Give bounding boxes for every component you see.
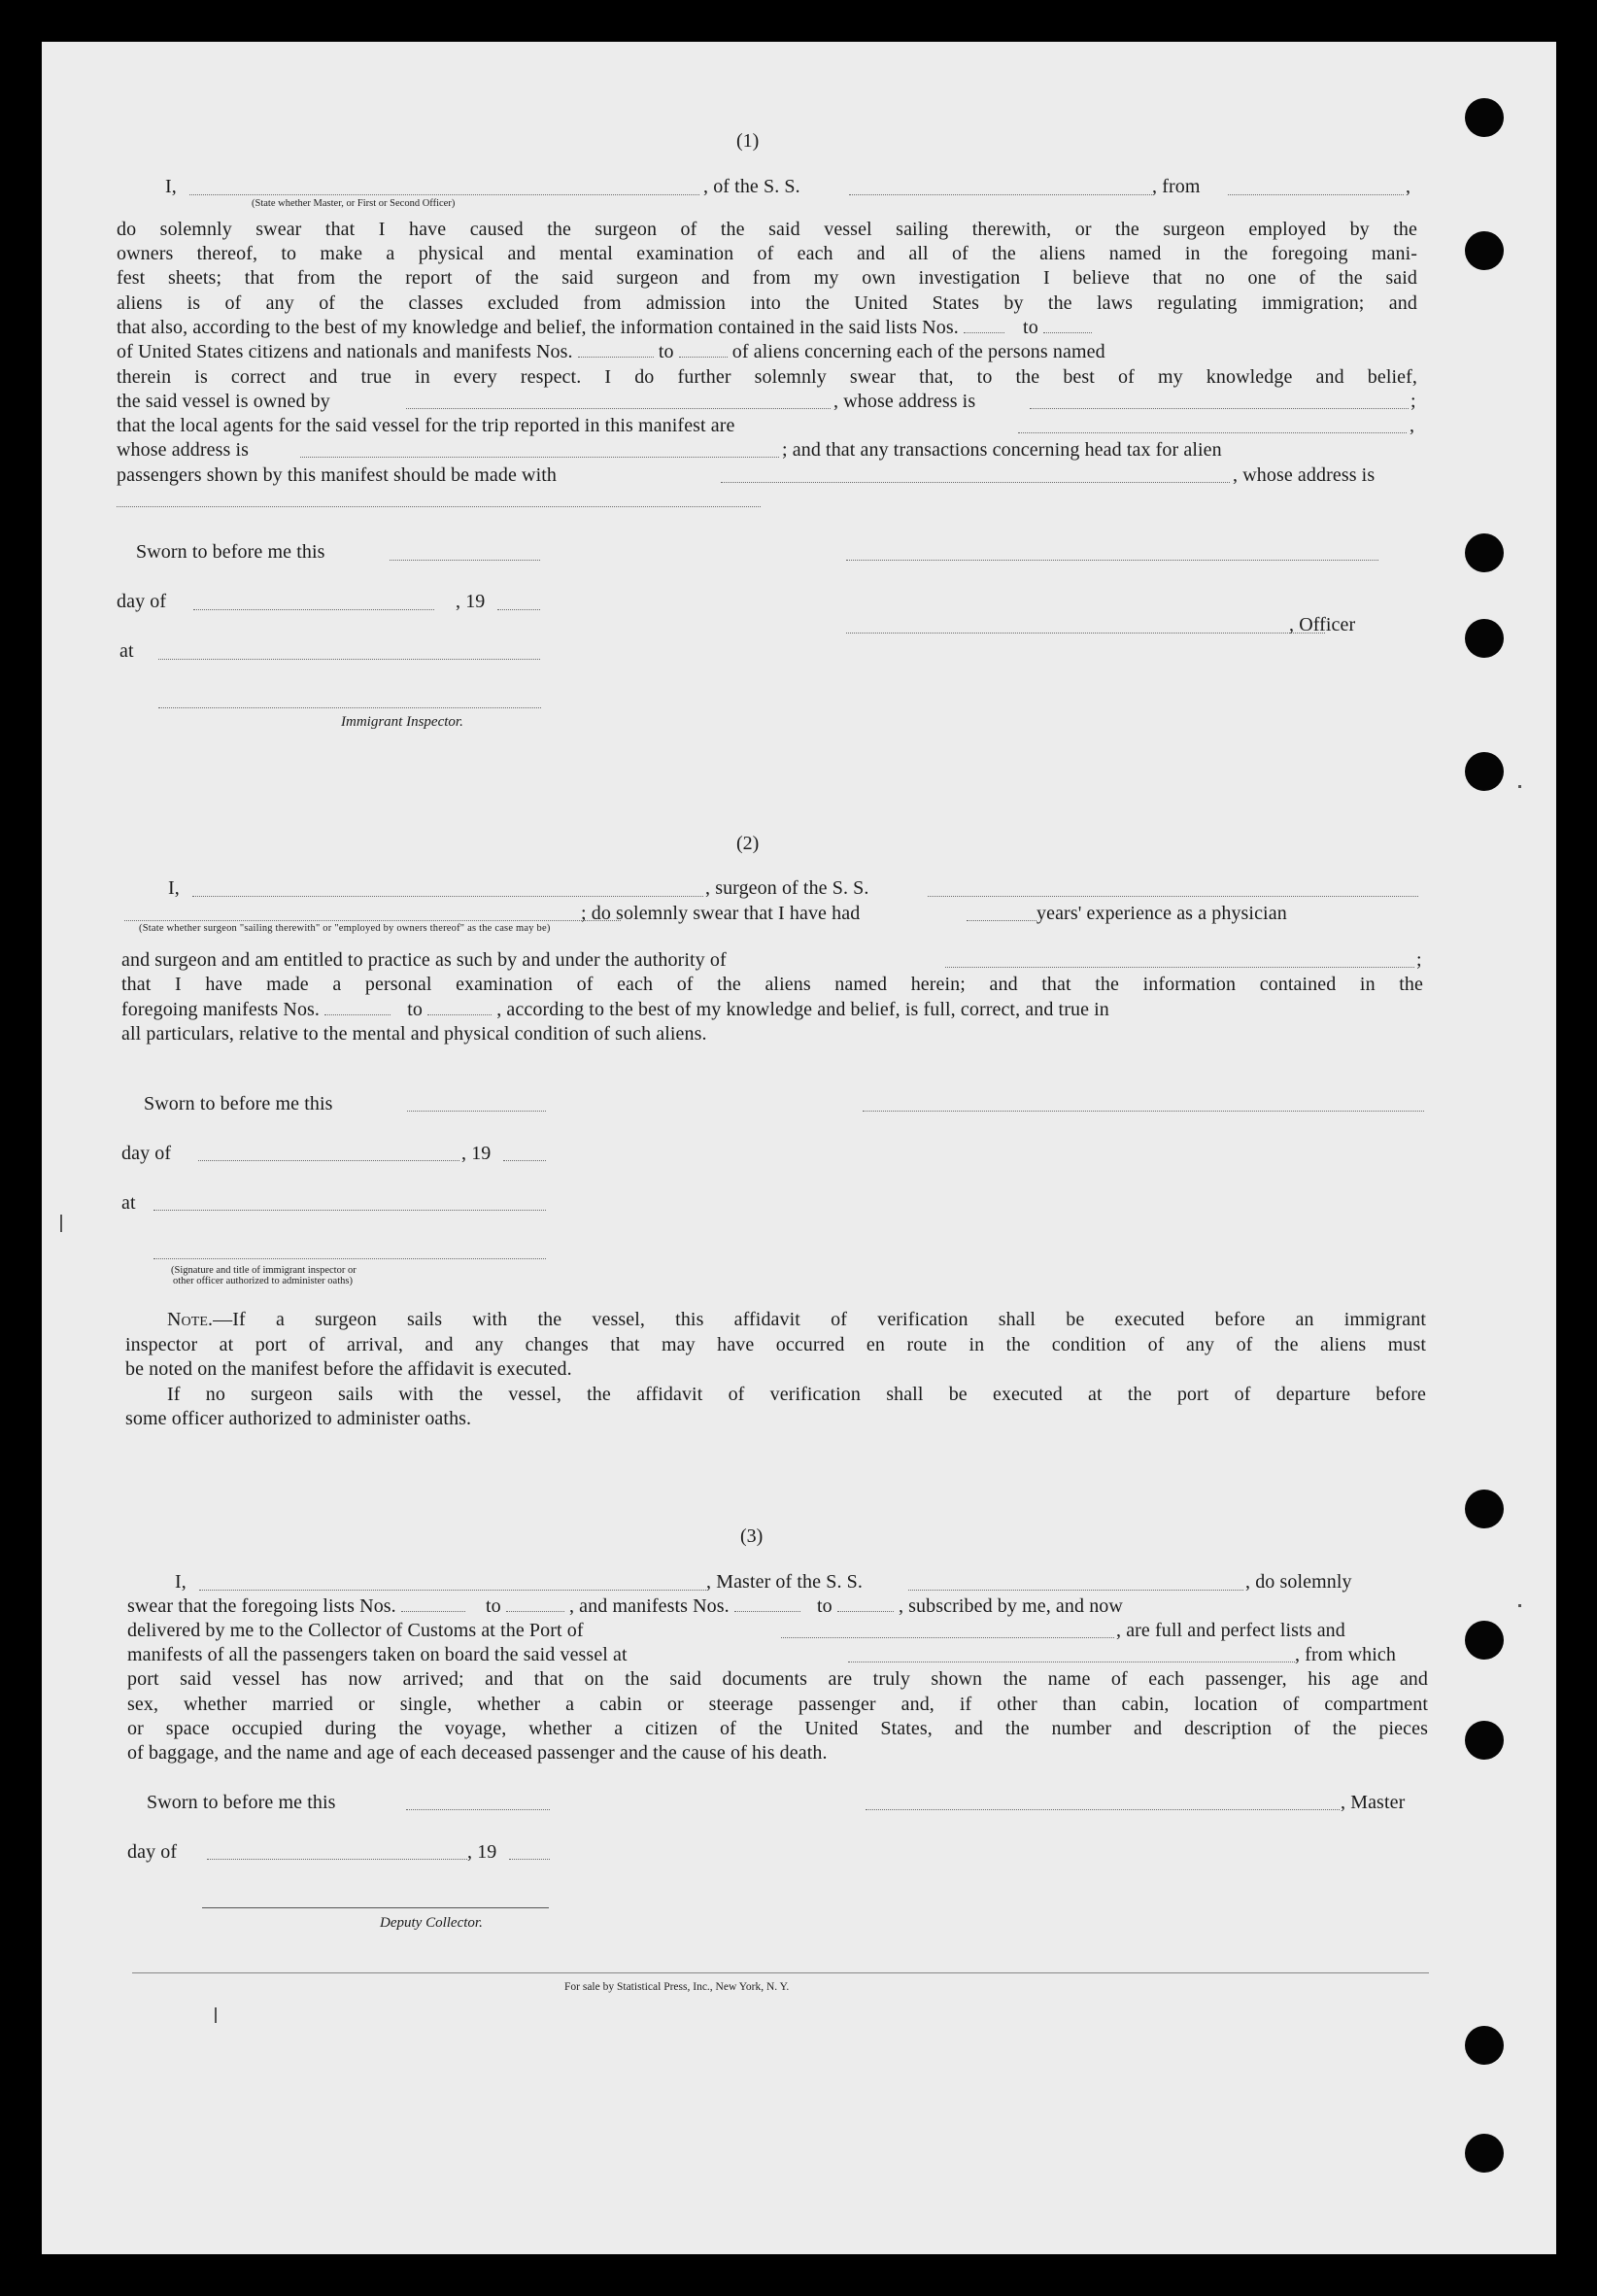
s2-at-field[interactable] [153,1210,546,1211]
s2-surgeon-of-ss: , surgeon of the S. S. [705,877,869,899]
s1-owner-semicolon: ; [1410,391,1416,412]
s1-month-field[interactable] [193,609,434,610]
s1-owner-field[interactable] [406,408,831,409]
s2-surgeon-caption: (State whether surgeon "sailing therewith" or "employed by owners thereof" as the case may be) [139,923,551,934]
s1-lists-from-field[interactable] [964,331,1004,333]
s3-vessel-field[interactable] [908,1590,1243,1591]
s2-surgeon-type-field[interactable] [124,920,621,921]
s1-line-i [165,175,177,199]
s1-para-line-1: do solemnly swear that I have caused the surgeon of the said vessel sailing therewith, or the surgeon employed by the [117,219,1417,240]
footer-rule [132,1972,1429,1973]
s1-para-line-5 [117,316,1417,340]
s1-rank-caption: (State whether Master, or First or Second Officer) [252,198,456,209]
s3-line-4: manifests of all the passengers taken on board the said vessel at [127,1644,628,1665]
s1-lists-to-field[interactable] [1043,331,1092,333]
s1-i: I, [165,176,177,197]
s2-authority-semicolon: ; [1416,949,1422,971]
s3-port-field[interactable] [781,1637,1114,1638]
s1-from: , from [1152,176,1201,197]
s1-year: , 19 [456,591,486,612]
s3-line-6: sex, whether married or single, whether a cabin or steerage passenger and, if other than cabin, location of compartment [127,1694,1428,1715]
s1-whose-address: , whose address is [1233,464,1376,486]
s3-master-of-ss: , Master of the S. S. [706,1571,863,1593]
s1-owned-by: the said vessel is owned by [117,391,330,412]
s3-i: I, [175,1571,187,1593]
s3-lists-text: swear that the foregoing lists Nos. [127,1595,396,1617]
s3-manifests-from-field[interactable] [734,1610,800,1612]
s2-manifests-text: foregoing manifests Nos. [121,999,321,1020]
s2-para-line-3 [121,998,1423,1022]
s3-line-7: or space occupied during the voyage, whether a citizen of the United States, and the number and description of the pieces [127,1718,1428,1739]
s1-agents-address-field[interactable] [300,457,779,458]
s3-master: , Master [1341,1792,1406,1813]
s2-manifests-to: to [407,999,424,1020]
s2-day-of: day of [121,1143,172,1164]
s1-para-line-8 [117,390,330,414]
section-1-number: (1) [736,130,760,152]
s1-rank-field[interactable] [189,194,699,195]
s1-aliens-text: of aliens concerning each of the persons named [731,341,1105,362]
s1-para-line-11: passengers shown by this manifest should be made with [117,464,558,486]
s3-deputy-collector: Deputy Collector. [380,1915,483,1931]
s2-manifests-from-field[interactable] [324,1013,391,1015]
s2-sworn: Sworn to before me this [144,1093,333,1114]
s2-para-line-2: that I have made a personal examination of each of the aliens named herein; and that the information contained in the [121,974,1423,995]
s3-line-2 [127,1594,1428,1619]
s2-note-label: Note. [167,1309,214,1330]
s3-year-field[interactable] [509,1859,550,1860]
s2-month-field[interactable] [198,1160,459,1161]
s1-para-line-9: that the local agents for the said vessel for the trip reported in this manifest are [117,415,735,436]
s1-at-field[interactable] [158,659,540,660]
s1-para-line-3: fest sheets; that from the report of the said surgeon and from my own investigation I believe that no one of the said [117,267,1417,289]
s3-manifests-to-field[interactable] [837,1610,894,1612]
s1-sworn: Sworn to before me this [136,541,325,563]
s1-manifests-to: to [658,341,674,362]
s1-para-line-7: therein is correct and true in every respect. I do further solemnly swear that, to the best of my knowledge and belief, [117,366,1417,388]
s3-master-signature-field[interactable] [866,1809,1340,1810]
s1-para-line-6 [117,340,1417,364]
s1-at: at [119,640,134,662]
s3-master-name-field[interactable] [199,1590,706,1591]
s1-lists-text: that also, according to the best of my knowledge and belief, the information contained in the said lists Nos. [117,317,959,338]
punch-hole-9 [1465,2026,1504,2065]
s3-lists-from-field[interactable] [401,1610,465,1612]
s2-para-line-4: all particulars, relative to the mental and physical condition of such aliens. [121,1023,707,1045]
s1-manifests-to-field[interactable] [679,356,728,358]
s2-years-field[interactable] [967,920,1036,921]
s1-vessel-field[interactable] [849,194,1152,195]
s1-of-ss: , of the S. S. [703,176,800,197]
punch-hole-4 [1465,619,1504,658]
form-page [42,42,1556,2254]
s1-sworn-day-field[interactable] [390,560,540,561]
s1-head-tax-text: ; and that any transactions concerning head tax for alien [782,439,1222,461]
s2-note-line-4: If no surgeon sails with the vessel, the affidavit of verification shall be executed at the port of departure before [167,1384,1426,1405]
s1-para-line-10: whose address is [117,439,250,461]
s3-collector-signature-line[interactable] [202,1907,549,1908]
s2-note-line-5: some officer authorized to administer oaths. [125,1408,472,1429]
s3-from-which: , from which [1295,1644,1396,1665]
s1-owner-address-field[interactable] [1030,408,1409,409]
s3-day-of: day of [127,1841,178,1863]
s2-para-line-1: and surgeon and am entitled to practice as such by and under the authority of [121,949,727,971]
section-2-number: (2) [736,833,760,854]
s2-sig-caption-1: (Signature and title of immigrant inspector or [171,1265,357,1276]
s3-do-solemnly: , do solemnly [1245,1571,1352,1593]
s1-officer: , Officer [1289,614,1356,635]
s3-line-3: delivered by me to the Collector of Customs at the Port of [127,1620,584,1641]
s2-signature-field[interactable] [863,1111,1424,1112]
s3-manifests-to: to [816,1595,832,1617]
s1-lists-to: to [1023,317,1038,338]
s1-para-line-4: aliens is of any of the classes excluded from admission into the United States by the laws regulating immigration; and [117,292,1417,314]
s2-according-text: , according to the best of my knowledge and belief, is full, correct, and true in [496,999,1109,1020]
s3-full-perfect: , are full and perfect lists and [1116,1620,1345,1641]
s1-immigrant-inspector: Immigrant Inspector. [341,714,463,730]
punch-hole-1 [1465,98,1504,137]
s1-from-comma: , [1406,176,1411,197]
punch-hole-7 [1465,1621,1504,1660]
s1-agents-comma: , [1410,415,1415,436]
s1-inspector-signature-field[interactable] [158,707,541,708]
s3-sworn-day-field[interactable] [406,1809,550,1810]
s1-agents-field[interactable] [1018,432,1407,433]
s3-month-field[interactable] [207,1859,467,1860]
s2-years-text: ; do solemnly swear that I have had [581,903,861,924]
s3-line-5: port said vessel has now arrived; and that on the said documents are truly shown the name of each passenger, his age and [127,1668,1428,1690]
s3-year: , 19 [467,1841,497,1863]
scan-speck [1518,785,1521,788]
s2-note-line-1 [167,1308,1426,1332]
punch-hole-5 [1465,752,1504,791]
punch-hole-3 [1465,533,1504,572]
s1-manifests-from-field[interactable] [578,356,654,358]
s1-signature-field[interactable] [846,560,1378,561]
s3-line-8: of baggage, and the name and age of each deceased passenger and the cause of his death. [127,1742,828,1764]
s1-manifests-text: of United States citizens and nationals and manifests Nos. [117,341,573,362]
s1-owner-address-label: , whose address is [833,391,976,412]
punch-hole-2 [1465,231,1504,270]
s2-sig-caption-2: other officer authorized to administer oaths) [173,1276,353,1286]
s1-officer-field[interactable] [846,633,1325,634]
s2-experience-text: years' experience as a physician [1036,903,1287,924]
s2-surgeon-name-field[interactable] [192,896,703,897]
s2-note-text-1: —If a surgeon sails with the vessel, this affidavit of verification shall be executed before an immigrant [213,1309,1426,1330]
s2-i: I, [168,877,180,899]
section-3-number: (3) [740,1525,764,1547]
s3-lists-to: to [486,1595,501,1617]
punch-hole-10 [1465,2134,1504,2173]
s1-para-line-2: owners thereof, to make a physical and mental examination of each and all of the aliens named in the foregoing mani- [117,243,1417,264]
s2-authority-field[interactable] [945,967,1414,968]
s3-lists-to-field[interactable] [506,1610,564,1612]
s1-from-field[interactable] [1228,194,1404,195]
s2-year-field[interactable] [503,1160,546,1161]
s2-at: at [121,1192,136,1214]
s2-year: , 19 [461,1143,492,1164]
s3-sworn: Sworn to before me this [147,1792,336,1813]
s1-head-tax-address-field[interactable] [117,506,761,507]
scan-speck [60,1215,62,1232]
punch-hole-6 [1465,1490,1504,1528]
scan-speck [1518,1604,1521,1607]
s1-day-of: day of [117,591,167,612]
s2-inspector-signature-field[interactable] [153,1258,546,1259]
s3-manifests-text: , and manifests Nos. [568,1595,730,1617]
s2-note-line-2: inspector at port of arrival, and any changes that may have occurred en route in the condition of any of the aliens must [125,1334,1426,1355]
s1-year-field[interactable] [497,609,540,610]
s2-note-line-3: be noted on the manifest before the affidavit is executed. [125,1358,572,1380]
footer-imprint: For sale by Statistical Press, Inc., New York, N. Y. [564,1981,790,1993]
s3-subscribed-text: , subscribed by me, and now [898,1595,1123,1617]
scan-speck [215,2007,217,2023]
s1-head-tax-field[interactable] [721,482,1230,483]
s2-sworn-day-field[interactable] [407,1111,546,1112]
s2-vessel-field[interactable] [928,896,1418,897]
punch-hole-8 [1465,1721,1504,1760]
s2-manifests-to-field[interactable] [427,1013,492,1015]
